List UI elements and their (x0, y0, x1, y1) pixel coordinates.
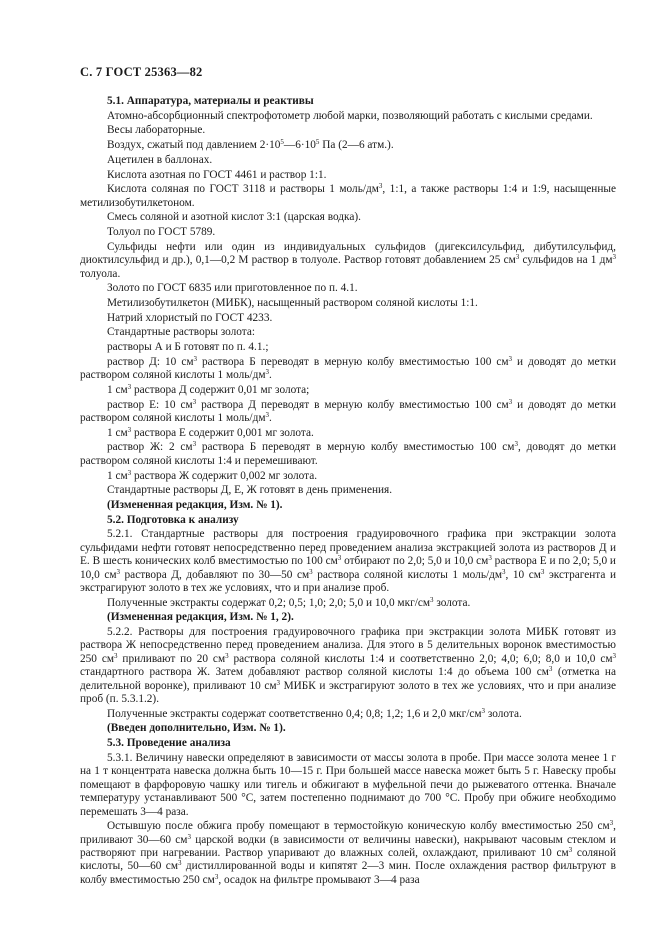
paragraph: раствор Ж: 2 $см^3$ раствора Б переводят в мерную колбу вместимостью 100 $см^3$, доводят до метки раствором соляной кислоты 1:4 и перемешивают. (80, 440, 616, 467)
document-body (80, 95, 616, 889)
paragraph: Метилизобутилкетон (МИБК), насыщенный раствором соляной кислоты 1:1. (107, 296, 478, 309)
page-header: С. 7 ГОСТ 25363—82 (80, 65, 203, 79)
paragraph: 1 $см^3$ раствора Д содержит 0,01 мг золота; (107, 382, 310, 396)
section-heading: 5.1. Аппаратура, материалы и реактивы (107, 95, 314, 107)
paragraph: Полученные экстракты содержат 0,2; 0,5; 1,0; 2,0; 5,0 и 10,0 мкг/$см^3$ золота. (107, 595, 471, 609)
paragraph: 5.2.2. Растворы для построения градуировочного графика при экстракции золота МИБК готовят из раствора Ж непосредственно перед проведением анализа. Для этого в 5 делительных воронок вместимостью 250 $см^3$ приливают по 20 $см^3$ раствора соляной кислоты 1:4 и соответственно 2,0; 4,0; 6,0; 8,0 и 10,0 $см^3$ стандартного раствора Ж. Затем добавляют раствор соляной кислоты 1:4 до объема 100 $см^3$ (отметка на делительной воронке), приливают 10 $см^3$ МИБК и экстрагируют золото в тех же условиях, что и при анализе проб (п. 5.3.1.2). (80, 626, 617, 706)
paragraph: Стандартные растворы золота: (107, 326, 256, 339)
paragraph: 5.3.1. Величину навески определяют в зависимости от массы золота в пробе. При массе золота менее 1 г на 1 т концентрата навеска должна быть 10—15 г. При большей массе навеска может быть 5 г. Навеску пробы помещают в фарфоровую чашку или тигель и обжигают в муфельной печи до рыжеватого оттенка. Вначале температуру устанавливают 500 °С, затем постепенно поднимают до 700 °С. Пробу при обжиге необходимо перемешать 3—4 раза. (80, 751, 616, 818)
paragraph: Смесь соляной и азотной кислот 3:1 (царская водка). (107, 211, 361, 224)
section-heading: (Измененная редакция, Изм. № 1, 2). (107, 611, 294, 624)
paragraph: Сульфиды нефти или один из индивидуальных сульфидов (дигексилсульфид, дибутилсульфид, диоктилсульфид и др.), 0,1—0,2 М раствор в толуоле. Раствор готовят добавлением 25 $см^3$ сульфидов на 1 $дм^3$ толуола. (80, 240, 616, 280)
section-heading: (Введен дополнительно, Изм. № 1). (107, 722, 286, 735)
paragraph: 5.2.1. Стандартные растворы для построения градуировочного графика при экстракции золота сульфидами нефти готовят непосредственно перед проведением анализа экстракцией золота из растворов Д и Е. В шесть конических колб вместимостью по 100 $см^3$ отбирают по 2,0; 5,0 и 10,0 $см^3$ раствора Е и по 2,0; 5,0 и 10,0 $см^3$ раствора Д, добавляют по 30—50 $см^3$ раствора соляной кислоты 1 моль/$дм^3$, 10 $см^3$ экстрагента и экстрагируют золото в тех же условиях, что и при анализе проб. (80, 528, 616, 594)
paragraph: Атомно-абсорбционный спектрофотометр любой марки, позволяющий работать с кислыми средами. (107, 109, 593, 122)
section-heading: 5.3. Проведение анализа (107, 737, 231, 750)
paragraph: Натрий хлористый по ГОСТ 4233. (107, 311, 273, 324)
paragraph: Стандартные растворы Д, Е, Ж готовят в день применения. (107, 484, 393, 497)
paragraph: Весы лабораторные. (107, 124, 206, 137)
paragraph: 1 $см^3$ раствора Е содержит 0,001 мг золота. (107, 425, 314, 439)
paragraph: Кислота соляная по ГОСТ 3118 и растворы 1 моль/$дм^3$, 1:1, а также растворы 1:4 и 1:9, насыщенные метилизобутилкетоном. (80, 182, 616, 209)
paragraph: раствор Е: 10 $см^3$ раствора Д переводят в мерную колбу вместимостью 100 $см^3$ и доводят до метки раствором соляной кислоты 1 моль/$дм^3$. (80, 397, 616, 424)
paragraph: Толуол по ГОСТ 5789. (107, 226, 216, 239)
paragraph: Воздух, сжатый под давлением $2\cdot 10^5—6\cdot 10^5$ Па (2—6 атм.). (107, 138, 394, 152)
paragraph: 1 $см^3$ раствора Ж содержит 0,002 мг золота. (107, 468, 318, 482)
paragraph: растворы А и Б готовят по п. 4.1.; (107, 341, 269, 354)
paragraph: Кислота азотная по ГОСТ 4461 и раствор 1:1. (107, 168, 327, 181)
section-heading: (Измененная редакция, Изм. № 1). (107, 498, 283, 511)
paragraph: Остывшую после обжига пробу помещают в термостойкую коническую колбу вместимостью 250 $см^3$, приливают 30—60 $см^3$ царской водки (в зависимости от величины навески), накрывают часовым стеклом и растворяют при нагревании. Раствор упаривают до влажных солей, охлаждают, приливают 10 $см^3$ соляной кислоты, 50—60 $см^3$ дистиллированной воды и кипятят 2—3 мин. После охлаждения раствор фильтруют в колбу вместимостью 250 $см^3$, осадок на фильтре промывают 3—4 раза (80, 819, 616, 886)
paragraph: Золото по ГОСТ 6835 или приготовленное по п. 4.1. (107, 282, 358, 295)
section-heading: 5.2. Подготовка к анализу (107, 513, 239, 526)
paragraph: Полученные экстракты содержат соответственно 0,4; 0,8; 1,2; 1,6 и 2,0 мкг/$см^3$ золота. (107, 706, 522, 720)
paragraph: раствор Д: 10 $см^3$ раствора Б переводят в мерную колбу вместимостью 100 $см^3$ и доводят до метки раствором соляной кислоты 1 моль/$дм^3$. (80, 354, 616, 382)
paragraph: Ацетилен в баллонах. (107, 153, 213, 166)
